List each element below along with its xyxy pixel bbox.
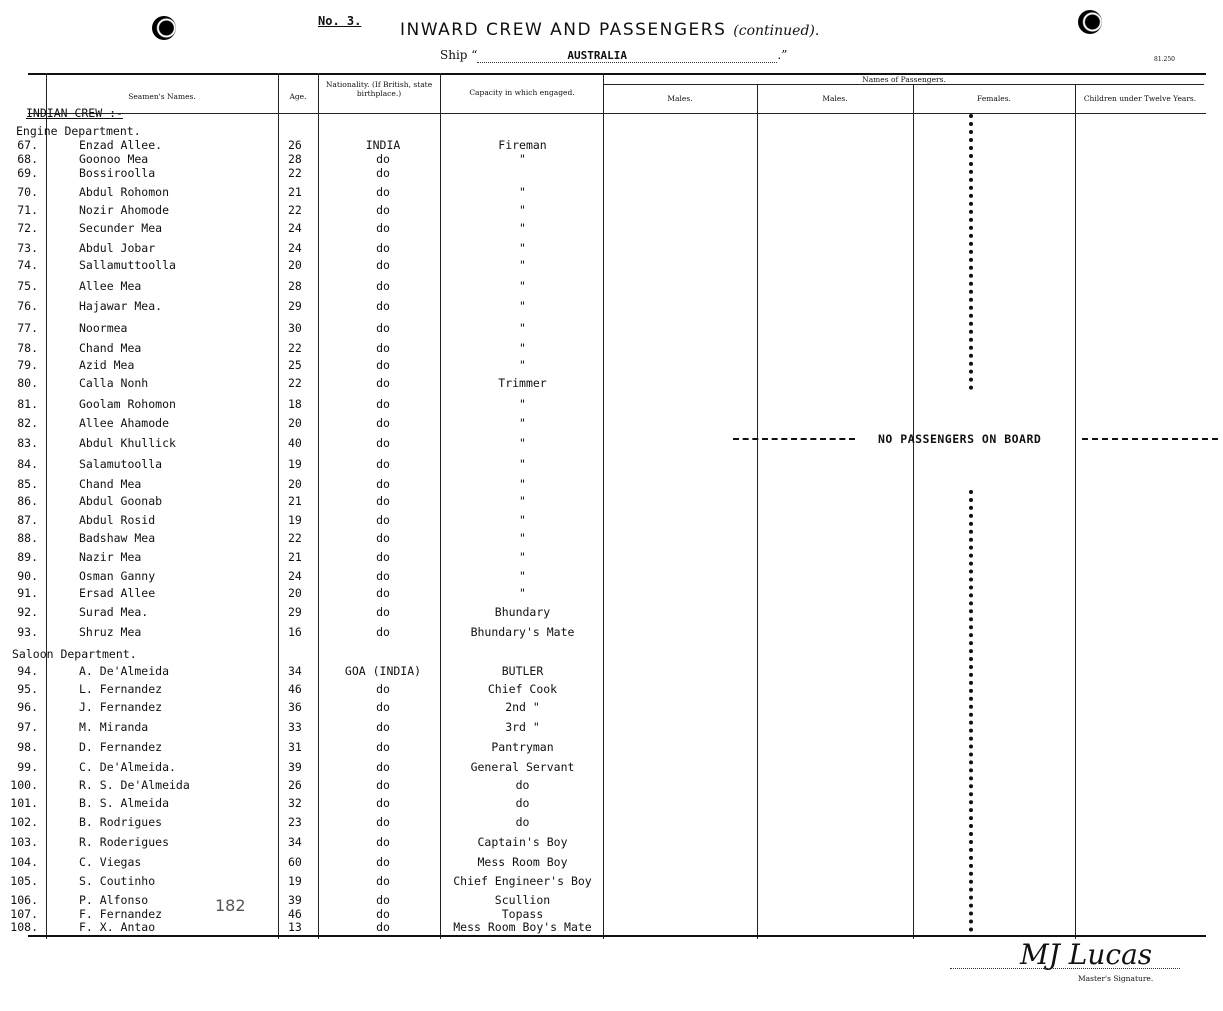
crew-capacity: General Servant xyxy=(470,760,575,774)
crew-capacity: Captain's Boy xyxy=(477,835,568,849)
crew-number: 73. xyxy=(17,241,38,255)
crew-age: 34 xyxy=(288,835,302,849)
crew-nationality: do xyxy=(376,531,390,545)
crew-name: Abdul Goonab xyxy=(79,494,163,508)
crew-age: 19 xyxy=(288,874,302,888)
crew-row xyxy=(0,185,620,201)
crew-number: 89. xyxy=(17,550,38,564)
crew-age: 20 xyxy=(288,258,302,272)
crew-nationality: do xyxy=(376,299,390,313)
crew-row xyxy=(0,720,620,736)
crew-name: Enzad Allee. xyxy=(79,138,163,152)
crew-age: 34 xyxy=(288,664,302,678)
crew-nationality: do xyxy=(376,682,390,696)
crew-row xyxy=(0,682,620,698)
crew-name: Ersad Allee xyxy=(79,586,156,600)
crew-nationality: do xyxy=(376,166,390,180)
crew-number: 84. xyxy=(17,457,38,471)
crew-number: 67. xyxy=(17,138,38,152)
crew-age: 29 xyxy=(288,605,302,619)
crew-age: 22 xyxy=(288,376,302,390)
crew-capacity: " xyxy=(519,221,526,235)
crew-number: 79. xyxy=(17,358,38,372)
crew-name: L. Fernandez xyxy=(79,682,163,696)
crew-age: 39 xyxy=(288,893,302,907)
crew-name: Abdul Jobar xyxy=(79,241,156,255)
crew-age: 24 xyxy=(288,221,302,235)
crew-name: Noormea xyxy=(79,321,128,335)
crew-number: 87. xyxy=(17,513,38,527)
crew-row xyxy=(0,299,620,315)
form-number: No. 3. xyxy=(318,14,362,28)
crew-age: 30 xyxy=(288,321,302,335)
crew-row xyxy=(0,796,620,812)
crew-capacity: 2nd " xyxy=(505,700,540,714)
crew-nationality: do xyxy=(376,416,390,430)
crew-nationality: do xyxy=(376,920,390,934)
crew-row xyxy=(0,586,620,602)
crew-nationality: do xyxy=(376,874,390,888)
crew-number: 78. xyxy=(17,341,38,355)
crew-number: 100. xyxy=(10,778,38,792)
crew-capacity: " xyxy=(519,397,526,411)
crew-nationality: do xyxy=(376,457,390,471)
crew-nationality: do xyxy=(376,569,390,583)
crew-number: 85. xyxy=(17,477,38,491)
crew-name: Abdul Rosid xyxy=(79,513,156,527)
crew-name: Badshaw Mea xyxy=(79,531,156,545)
ship-row: Ship “ AUSTRALIA .” xyxy=(440,48,788,62)
crew-nationality: do xyxy=(376,815,390,829)
crew-number: 102. xyxy=(10,815,38,829)
crew-name: Nazir Mea xyxy=(79,550,142,564)
crew-capacity: " xyxy=(519,185,526,199)
crew-name: Hajawar Mea. xyxy=(79,299,163,313)
crew-name: Goolam Rohomon xyxy=(79,397,176,411)
crew-capacity: BUTLER xyxy=(501,664,544,678)
crew-number: 93. xyxy=(17,625,38,639)
crew-number: 103. xyxy=(10,835,38,849)
col-head-children: Children under Twelve Years. xyxy=(1083,94,1197,103)
crew-nationality: do xyxy=(376,358,390,372)
crew-capacity: Bhundary's Mate xyxy=(470,625,575,639)
crew-row xyxy=(0,221,620,237)
crew-age: 28 xyxy=(288,279,302,293)
crew-age: 22 xyxy=(288,166,302,180)
crew-age: 19 xyxy=(288,457,302,471)
page-title: INWARD CREW AND PASSENGERS (continued). xyxy=(400,20,820,40)
crew-age: 33 xyxy=(288,720,302,734)
dotted-line-upper xyxy=(969,114,977,390)
crew-capacity: 3rd " xyxy=(505,720,540,734)
crew-name: P. Alfonso xyxy=(79,893,149,907)
bottom-rule xyxy=(28,935,1206,937)
crew-row xyxy=(0,436,620,452)
crew-row xyxy=(0,416,620,432)
crew-row xyxy=(0,531,620,547)
crew-name: C. De'Almeida. xyxy=(79,760,176,774)
crew-capacity: " xyxy=(519,550,526,564)
crew-capacity: Chief Engineer's Boy xyxy=(453,874,592,888)
crew-age: 46 xyxy=(288,907,302,921)
crew-nationality: do xyxy=(376,241,390,255)
crew-row xyxy=(0,740,620,756)
dash-line-left xyxy=(733,438,855,440)
crew-age: 23 xyxy=(288,815,302,829)
crew-row xyxy=(0,815,620,831)
crew-row xyxy=(0,855,620,871)
crew-nationality: do xyxy=(376,796,390,810)
engine-heading: Engine Department. xyxy=(16,124,141,138)
crew-row xyxy=(0,376,620,392)
crew-nationality: do xyxy=(376,513,390,527)
crew-nationality: GOA (INDIA) xyxy=(344,664,422,678)
crew-age: 20 xyxy=(288,477,302,491)
header-bottom-rule xyxy=(28,113,1206,114)
crew-age: 22 xyxy=(288,531,302,545)
crew-name: S. Coutinho xyxy=(79,874,156,888)
crew-age: 22 xyxy=(288,341,302,355)
crew-number: 75. xyxy=(17,279,38,293)
crew-number: 106. xyxy=(10,893,38,907)
crew-nationality: do xyxy=(376,185,390,199)
punch-hole-left xyxy=(152,16,176,40)
crew-age: 60 xyxy=(288,855,302,869)
crew-number: 69. xyxy=(17,166,38,180)
crew-number: 74. xyxy=(17,258,38,272)
crew-age: 28 xyxy=(288,152,302,166)
crew-row xyxy=(0,760,620,776)
crew-capacity: Chief Cook xyxy=(487,682,558,696)
saloon-heading: Saloon Department. xyxy=(12,647,137,661)
crew-capacity: " xyxy=(519,358,526,372)
crew-name: Abdul Rohomon xyxy=(79,185,170,199)
crew-row xyxy=(0,341,620,357)
signature-line xyxy=(950,968,1180,969)
crew-number: 98. xyxy=(17,740,38,754)
print-reference: 81.250 xyxy=(1154,56,1175,63)
crew-row xyxy=(0,778,620,794)
crew-capacity: do xyxy=(515,815,530,829)
crew-number: 94. xyxy=(17,664,38,678)
crew-row xyxy=(0,258,620,274)
crew-row xyxy=(0,494,620,510)
crew-capacity: " xyxy=(519,457,526,471)
crew-capacity: " xyxy=(519,416,526,430)
crew-age: 20 xyxy=(288,586,302,600)
crew-number: 72. xyxy=(17,221,38,235)
crew-number: 71. xyxy=(17,203,38,217)
crew-age: 26 xyxy=(288,138,302,152)
crew-nationality: do xyxy=(376,436,390,450)
crew-name: Shruz Mea xyxy=(79,625,142,639)
crew-capacity: do xyxy=(515,778,530,792)
crew-nationality: do xyxy=(376,494,390,508)
crew-nationality: do xyxy=(376,855,390,869)
crew-name: Bossiroolla xyxy=(79,166,156,180)
crew-number: 99. xyxy=(17,760,38,774)
crew-number: 107. xyxy=(10,907,38,921)
col-head-males-2: Males. xyxy=(822,94,848,103)
crew-name: R. Roderigues xyxy=(79,835,170,849)
crew-nationality: do xyxy=(376,760,390,774)
crew-nationality: do xyxy=(376,203,390,217)
crew-nationality: do xyxy=(376,376,390,390)
crew-name: Allee Mea xyxy=(79,279,142,293)
crew-row xyxy=(0,664,620,680)
crew-name: Chand Mea xyxy=(79,477,142,491)
crew-nationality: do xyxy=(376,221,390,235)
col-head-age: Age. xyxy=(289,92,307,101)
crew-number: 68. xyxy=(17,152,38,166)
col-head-names: Seamen's Names. xyxy=(128,92,196,101)
crew-number: 101. xyxy=(10,796,38,810)
crew-nationality: do xyxy=(376,321,390,335)
crew-number: 95. xyxy=(17,682,38,696)
crew-capacity: Mess Room Boy's Mate xyxy=(453,920,592,934)
crew-number: 83. xyxy=(17,436,38,450)
crew-name: Salamutoolla xyxy=(79,457,163,471)
crew-capacity: " xyxy=(519,569,526,583)
crew-nationality: do xyxy=(376,778,390,792)
crew-row xyxy=(0,569,620,585)
crew-row xyxy=(0,700,620,716)
crew-age: 32 xyxy=(288,796,302,810)
crew-name: Goonoo Mea xyxy=(79,152,149,166)
crew-age: 31 xyxy=(288,740,302,754)
crew-number: 76. xyxy=(17,299,38,313)
crew-nationality: do xyxy=(376,397,390,411)
crew-nationality: INDIA xyxy=(365,138,401,152)
crew-name: Calla Nonh xyxy=(79,376,149,390)
crew-row xyxy=(0,477,620,493)
crew-nationality: do xyxy=(376,341,390,355)
crew-row xyxy=(0,550,620,566)
master-signature: MJ Lucas xyxy=(1020,938,1153,971)
crew-capacity: " xyxy=(519,321,526,335)
crew-nationality: do xyxy=(376,258,390,272)
crew-capacity: " xyxy=(519,477,526,491)
crew-number: 105. xyxy=(10,874,38,888)
crew-age: 16 xyxy=(288,625,302,639)
pencil-note: 182 xyxy=(215,896,246,915)
crew-nationality: do xyxy=(376,625,390,639)
crew-capacity: Pantryman xyxy=(491,740,554,754)
crew-age: 29 xyxy=(288,299,302,313)
crew-capacity: " xyxy=(519,258,526,272)
crew-name: Surad Mea. xyxy=(79,605,149,619)
crew-age: 22 xyxy=(288,203,302,217)
crew-capacity: " xyxy=(519,279,526,293)
crew-name: Azid Mea xyxy=(79,358,135,372)
crew-age: 36 xyxy=(288,700,302,714)
crew-name: B. S. Almeida xyxy=(79,796,170,810)
crew-age: 40 xyxy=(288,436,302,450)
crew-nationality: do xyxy=(376,700,390,714)
punch-hole-right xyxy=(1078,10,1102,34)
crew-number: 97. xyxy=(17,720,38,734)
crew-age: 13 xyxy=(288,920,302,934)
crew-name: Secunder Mea xyxy=(79,221,163,235)
crew-number: 81. xyxy=(17,397,38,411)
crew-capacity: " xyxy=(519,299,526,313)
crew-age: 46 xyxy=(288,682,302,696)
crew-capacity: " xyxy=(519,494,526,508)
crew-nationality: do xyxy=(376,152,390,166)
col-head-nationality: Nationality. (If British, state birthplace.) xyxy=(325,80,433,98)
crew-capacity: Topass xyxy=(501,907,544,921)
col-line-7 xyxy=(913,84,914,939)
title-continued: (continued). xyxy=(733,23,820,39)
crew-capacity: do xyxy=(515,796,530,810)
crew-age: 20 xyxy=(288,416,302,430)
crew-capacity: " xyxy=(519,341,526,355)
crew-name: Abdul Khullick xyxy=(79,436,176,450)
crew-row xyxy=(0,874,620,890)
crew-number: 92. xyxy=(17,605,38,619)
crew-capacity: Fireman xyxy=(498,138,547,152)
crew-nationality: do xyxy=(376,605,390,619)
crew-capacity: " xyxy=(519,513,526,527)
crew-name: Allee Ahamode xyxy=(79,416,170,430)
crew-capacity: " xyxy=(519,586,526,600)
crew-number: 88. xyxy=(17,531,38,545)
crew-row xyxy=(0,358,620,374)
crew-heading: INDIAN CREW :- xyxy=(26,106,123,120)
crew-capacity: " xyxy=(519,241,526,255)
crew-nationality: do xyxy=(376,550,390,564)
crew-name: B. Rodrigues xyxy=(79,815,163,829)
crew-number: 70. xyxy=(17,185,38,199)
crew-name: C. Viegas xyxy=(79,855,142,869)
crew-nationality: do xyxy=(376,586,390,600)
crew-name: Chand Mea xyxy=(79,341,142,355)
crew-number: 86. xyxy=(17,494,38,508)
crew-row xyxy=(0,321,620,337)
crew-number: 91. xyxy=(17,586,38,600)
crew-name: R. S. De'Almeida xyxy=(79,778,190,792)
crew-row xyxy=(0,457,620,473)
crew-row xyxy=(0,605,620,621)
crew-name: Sallamuttoolla xyxy=(79,258,176,272)
crew-number: 90. xyxy=(17,569,38,583)
crew-age: 25 xyxy=(288,358,302,372)
crew-capacity: " xyxy=(519,531,526,545)
crew-age: 21 xyxy=(288,185,302,199)
crew-nationality: do xyxy=(376,720,390,734)
crew-capacity: " xyxy=(519,436,526,450)
crew-number: 104. xyxy=(10,855,38,869)
col-line-8 xyxy=(1075,84,1076,939)
crew-row xyxy=(0,397,620,413)
signature-label: Master's Signature. xyxy=(1078,974,1154,983)
crew-name: F. X. Antao xyxy=(79,920,156,934)
col-line-6 xyxy=(757,84,758,939)
col-head-females: Females. xyxy=(977,94,1011,103)
crew-name: Osman Ganny xyxy=(79,569,156,583)
crew-age: 24 xyxy=(288,241,302,255)
crew-number: 96. xyxy=(17,700,38,714)
crew-age: 21 xyxy=(288,494,302,508)
col-head-males: Males. xyxy=(667,94,693,103)
crew-name: F. Fernandez xyxy=(79,907,163,921)
col-head-passengers: Names of Passengers. xyxy=(862,75,946,84)
dotted-line-lower xyxy=(969,490,977,932)
crew-age: 39 xyxy=(288,760,302,774)
crew-age: 21 xyxy=(288,550,302,564)
crew-age: 24 xyxy=(288,569,302,583)
dash-line-right xyxy=(1082,438,1218,440)
crew-row xyxy=(0,241,620,257)
ship-name: AUSTRALIA xyxy=(477,49,777,63)
crew-nationality: do xyxy=(376,740,390,754)
crew-nationality: do xyxy=(376,279,390,293)
passenger-subrule xyxy=(604,84,1204,85)
crew-capacity: Scullion xyxy=(494,893,551,907)
crew-number: 77. xyxy=(17,321,38,335)
no-passengers-text: NO PASSENGERS ON BOARD xyxy=(878,432,1042,446)
crew-capacity: Bhundary xyxy=(494,605,551,619)
col-head-capacity: Capacity in which engaged. xyxy=(469,88,575,97)
crew-nationality: do xyxy=(376,893,390,907)
crew-name: D. Fernandez xyxy=(79,740,163,754)
crew-capacity: Trimmer xyxy=(498,376,547,390)
crew-age: 19 xyxy=(288,513,302,527)
crew-name: J. Fernandez xyxy=(79,700,163,714)
crew-row xyxy=(0,920,620,936)
crew-age: 26 xyxy=(288,778,302,792)
crew-row xyxy=(0,166,620,182)
crew-row xyxy=(0,203,620,219)
crew-capacity: " xyxy=(519,203,526,217)
crew-nationality: do xyxy=(376,907,390,921)
crew-capacity: " xyxy=(519,152,526,166)
crew-name: A. De'Almeida xyxy=(79,664,170,678)
crew-number: 108. xyxy=(10,920,38,934)
crew-number: 80. xyxy=(17,376,38,390)
crew-nationality: do xyxy=(376,477,390,491)
crew-row xyxy=(0,625,620,641)
crew-row xyxy=(0,279,620,295)
crew-nationality: do xyxy=(376,835,390,849)
crew-number: 82. xyxy=(17,416,38,430)
crew-age: 18 xyxy=(288,397,302,411)
crew-capacity: Mess Room Boy xyxy=(477,855,568,869)
crew-name: M. Miranda xyxy=(79,720,149,734)
crew-row xyxy=(0,513,620,529)
crew-row xyxy=(0,835,620,851)
crew-name: Nozir Ahomode xyxy=(79,203,170,217)
